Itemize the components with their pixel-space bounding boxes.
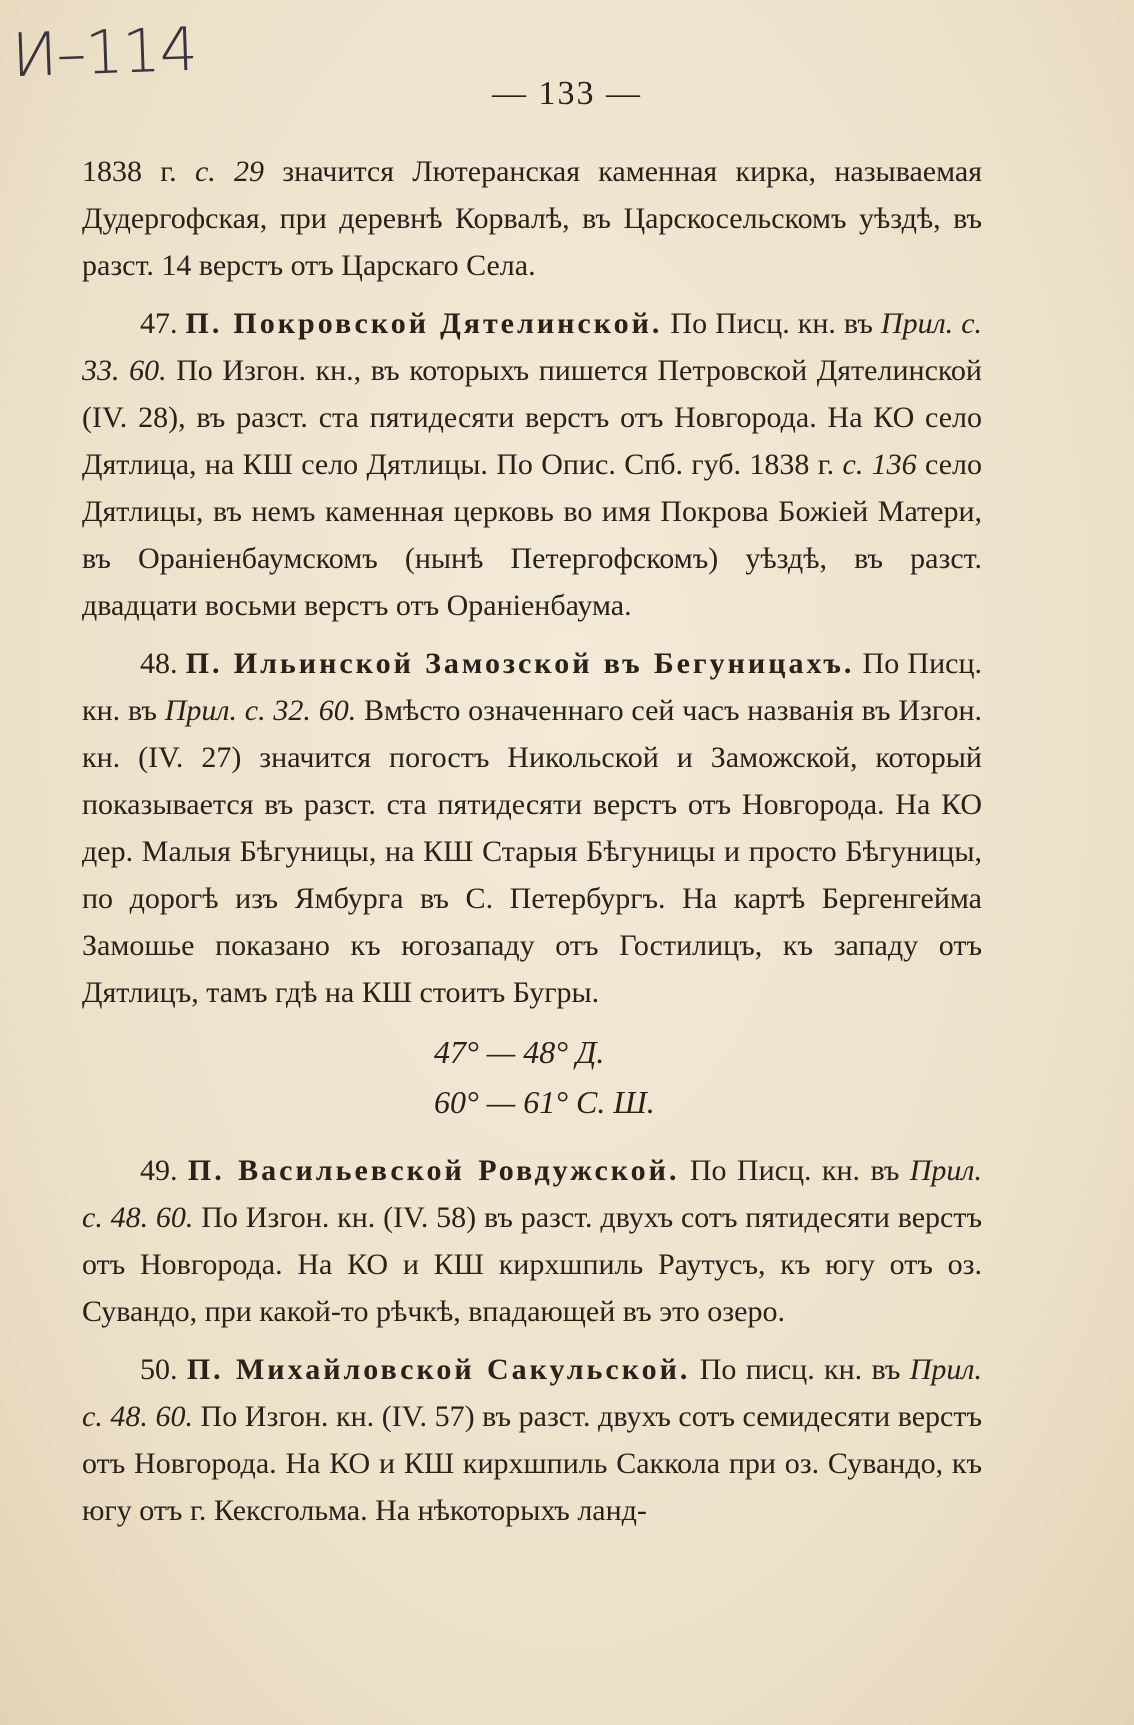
longitude-range: 47° — 48° Д. [434, 1034, 605, 1070]
latitude-range: 60° — 61° С. Ш. [434, 1084, 655, 1120]
entry-50 [82, 1346, 982, 1534]
entry-heading: П. Васильевской Ровдужской. [187, 1154, 680, 1187]
reference: Прил. с. 32. 60. [164, 694, 357, 727]
page-number: — 133 — [492, 75, 642, 112]
text: По Писц. кн. въ [82, 647, 983, 727]
text: значится Лютеранская каменная кирка, называемая Дудергофская, при деревнѣ Корвалѣ, въ Царскосельскомъ уѣздѣ, въ разст. 14 верстъ отъ Царскаго Села. [82, 155, 982, 282]
handwritten-mark: И–114 [10, 14, 198, 92]
reference: Прил. с. 33. 60. [82, 307, 983, 387]
entry-49 [82, 1147, 982, 1335]
entry-number: 49. [140, 1154, 188, 1187]
coordinates-block [82, 1027, 982, 1127]
text: По писц. кн. въ [690, 1353, 910, 1386]
reference: с. 29 [194, 155, 265, 188]
entry-heading: П. Покровской Дятелинской. [185, 307, 663, 340]
entry-48 [82, 640, 982, 1016]
reference: Прил. с. 48. 60. [82, 1154, 983, 1234]
text: Вмѣсто означеннаго сей часъ названія въ Изгон. кн. (IV. 27) значится погостъ Никольской и Заможской, который показывается въ разст. ста пятидесяти верстъ отъ Новгорода. На КО дер. Малыя Бѣгуницы, на КШ Старыя Бѣгуницы и просто Бѣгуницы, по дорогѣ изъ Ямбурга въ С. Петербургъ. На картѣ Бергенгейма Замошье показано къ югозападу отъ Гостилицъ, къ западу отъ Дятлицъ, тамъ гдѣ на КШ стоитъ Бугры. [82, 694, 982, 1009]
entry-heading: П. Ильинской Замозской въ Бегуницахъ. [185, 647, 855, 680]
reference: Прил. с. 48. 60. [82, 1353, 982, 1433]
text: По Изгон. кн. (IV. 57) въ разст. двухъ сотъ семидесяти верстъ отъ Новгорода. На КО и КШ кирхшпиль Саккола при оз. Сувандо, къ югу отъ г. Кексгольма. На нѣкоторыхъ ланд- [82, 1400, 982, 1527]
page-body [82, 148, 982, 1545]
text: По Писц. кн. въ [662, 307, 881, 340]
entry-number: 50. [140, 1353, 187, 1386]
reference: с. 136 [842, 448, 917, 481]
text: По Писц. кн. въ [679, 1154, 910, 1187]
text: 1838 г. [82, 155, 195, 188]
paragraph-continuation [82, 148, 982, 289]
entry-number: 48. [140, 647, 186, 680]
entry-heading: П. Михайловской Сакульской. [186, 1353, 691, 1386]
text: село Дятлицы, въ немъ каменная церковь во имя Покрова Божіей Матери, въ Ораніенбаумскомъ (нынѣ Петергофскомъ) уѣздѣ, въ разст. двадцати восьми верстъ отъ Ораніенбаума. [82, 448, 983, 622]
text: По Изгон. кн. (IV. 58) въ разст. двухъ сотъ пятидесяти верстъ отъ Новгорода. На КО и КШ кирхшпиль Раутусъ, къ югу отъ оз. Сувандо, при какой-то рѣчкѣ, впадающей въ это озеро. [82, 1201, 982, 1328]
entry-47 [82, 300, 982, 629]
text: По Изгон. кн., въ которыхъ пишется Петровской Дятелинской (IV. 28), въ разст. ста пятидесяти верстъ отъ Новгорода. На КО село Дятлица, на КШ село Дятлицы. По Опис. Спб. губ. 1838 г. [82, 354, 982, 481]
entry-number: 47. [140, 307, 186, 340]
